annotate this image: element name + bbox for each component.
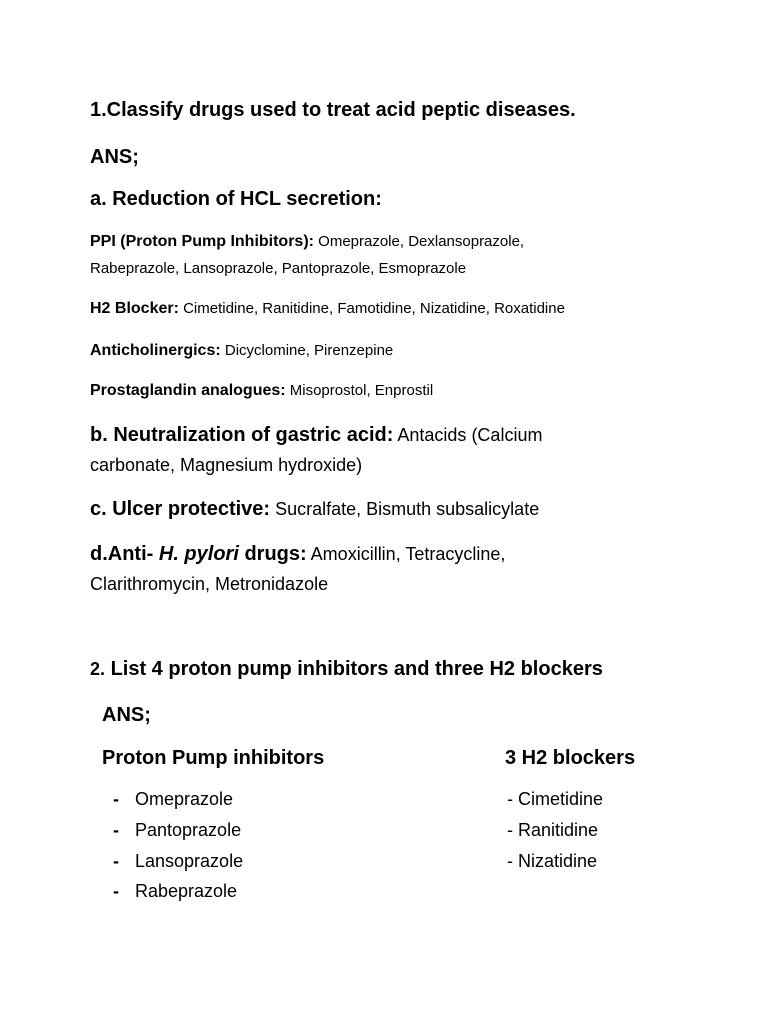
ppi-label: PPI (Proton Pump Inhibitors): bbox=[90, 233, 314, 250]
ppi-item-text: Rabeprazole bbox=[135, 881, 238, 901]
question-2-title: List 4 proton pump inhibitors and three H2 blockers bbox=[105, 658, 603, 680]
section-d-heading-post: drugs: bbox=[238, 543, 307, 565]
list-item: - Nizatidine bbox=[507, 851, 598, 871]
question-1-title: 1.Classify drugs used to treat acid peptic diseases. bbox=[90, 99, 576, 121]
section-d-heading-em: H. pylori bbox=[158, 543, 239, 565]
bullet: - bbox=[113, 881, 119, 901]
ppi-text-2: Rabeprazole, Lansoprazole, Pantoprazole, Esmoprazole bbox=[90, 260, 467, 277]
section-c-heading: c. Ulcer protective: bbox=[90, 498, 271, 520]
prostaglandin-label: Prostaglandin analogues: bbox=[90, 382, 286, 399]
section-b-text-1: Antacids (Calcium bbox=[393, 425, 543, 445]
ppi-item-text: Omeprazole bbox=[135, 789, 234, 809]
section-b-line bbox=[90, 423, 542, 447]
h2-line bbox=[90, 299, 565, 318]
question-2-number: 2. bbox=[90, 659, 106, 679]
section-a-heading: a. Reduction of HCL secretion: bbox=[90, 188, 382, 210]
section-c-line bbox=[90, 497, 539, 521]
prostaglandin-line bbox=[90, 381, 433, 400]
ppi-line bbox=[90, 232, 524, 251]
anticholinergics-line bbox=[90, 341, 393, 360]
question-1-ans: ANS; bbox=[90, 146, 139, 168]
anticholinergics-text: Dicyclomine, Pirenzepine bbox=[220, 342, 394, 359]
question-2-title-line bbox=[90, 657, 603, 681]
list-item bbox=[113, 881, 237, 903]
ppi-item-text: Pantoprazole bbox=[135, 820, 242, 840]
question-2-ans: ANS; bbox=[102, 704, 151, 726]
section-d-heading-pre: d.Anti- bbox=[90, 543, 159, 565]
prostaglandin-text: Misoprostol, Enprostil bbox=[285, 382, 434, 399]
h2-label: H2 Blocker: bbox=[90, 300, 179, 317]
anticholinergics-label: Anticholinergics: bbox=[90, 342, 221, 359]
section-c-text: Sucralfate, Bismuth subsalicylate bbox=[270, 499, 540, 519]
list-item bbox=[113, 789, 233, 811]
ppi-item-text: Lansoprazole bbox=[135, 851, 244, 871]
list-item bbox=[113, 820, 241, 842]
bullet: - bbox=[113, 820, 119, 840]
list-item bbox=[113, 851, 243, 873]
ppi-text-1: Omeprazole, Dexlansoprazole, bbox=[313, 233, 525, 250]
section-d-text-1: Amoxicillin, Tetracycline, bbox=[306, 544, 506, 564]
section-b-text-2: carbonate, Magnesium hydroxide) bbox=[90, 455, 363, 475]
list-item: - Cimetidine bbox=[507, 789, 604, 809]
bullet: - bbox=[113, 851, 119, 871]
h2-text: Cimetidine, Ranitidine, Famotidine, Nizatidine, Roxatidine bbox=[178, 300, 565, 317]
section-d-line bbox=[90, 542, 505, 566]
section-d-text-2: Clarithromycin, Metronidazole bbox=[90, 574, 329, 594]
list-item: - Ranitidine bbox=[507, 820, 599, 840]
section-b-heading: b. Neutralization of gastric acid: bbox=[90, 424, 394, 446]
ppi-column-heading: Proton Pump inhibitors bbox=[102, 747, 325, 769]
bullet: - bbox=[113, 789, 119, 809]
h2-column-heading: 3 H2 blockers bbox=[505, 747, 636, 769]
